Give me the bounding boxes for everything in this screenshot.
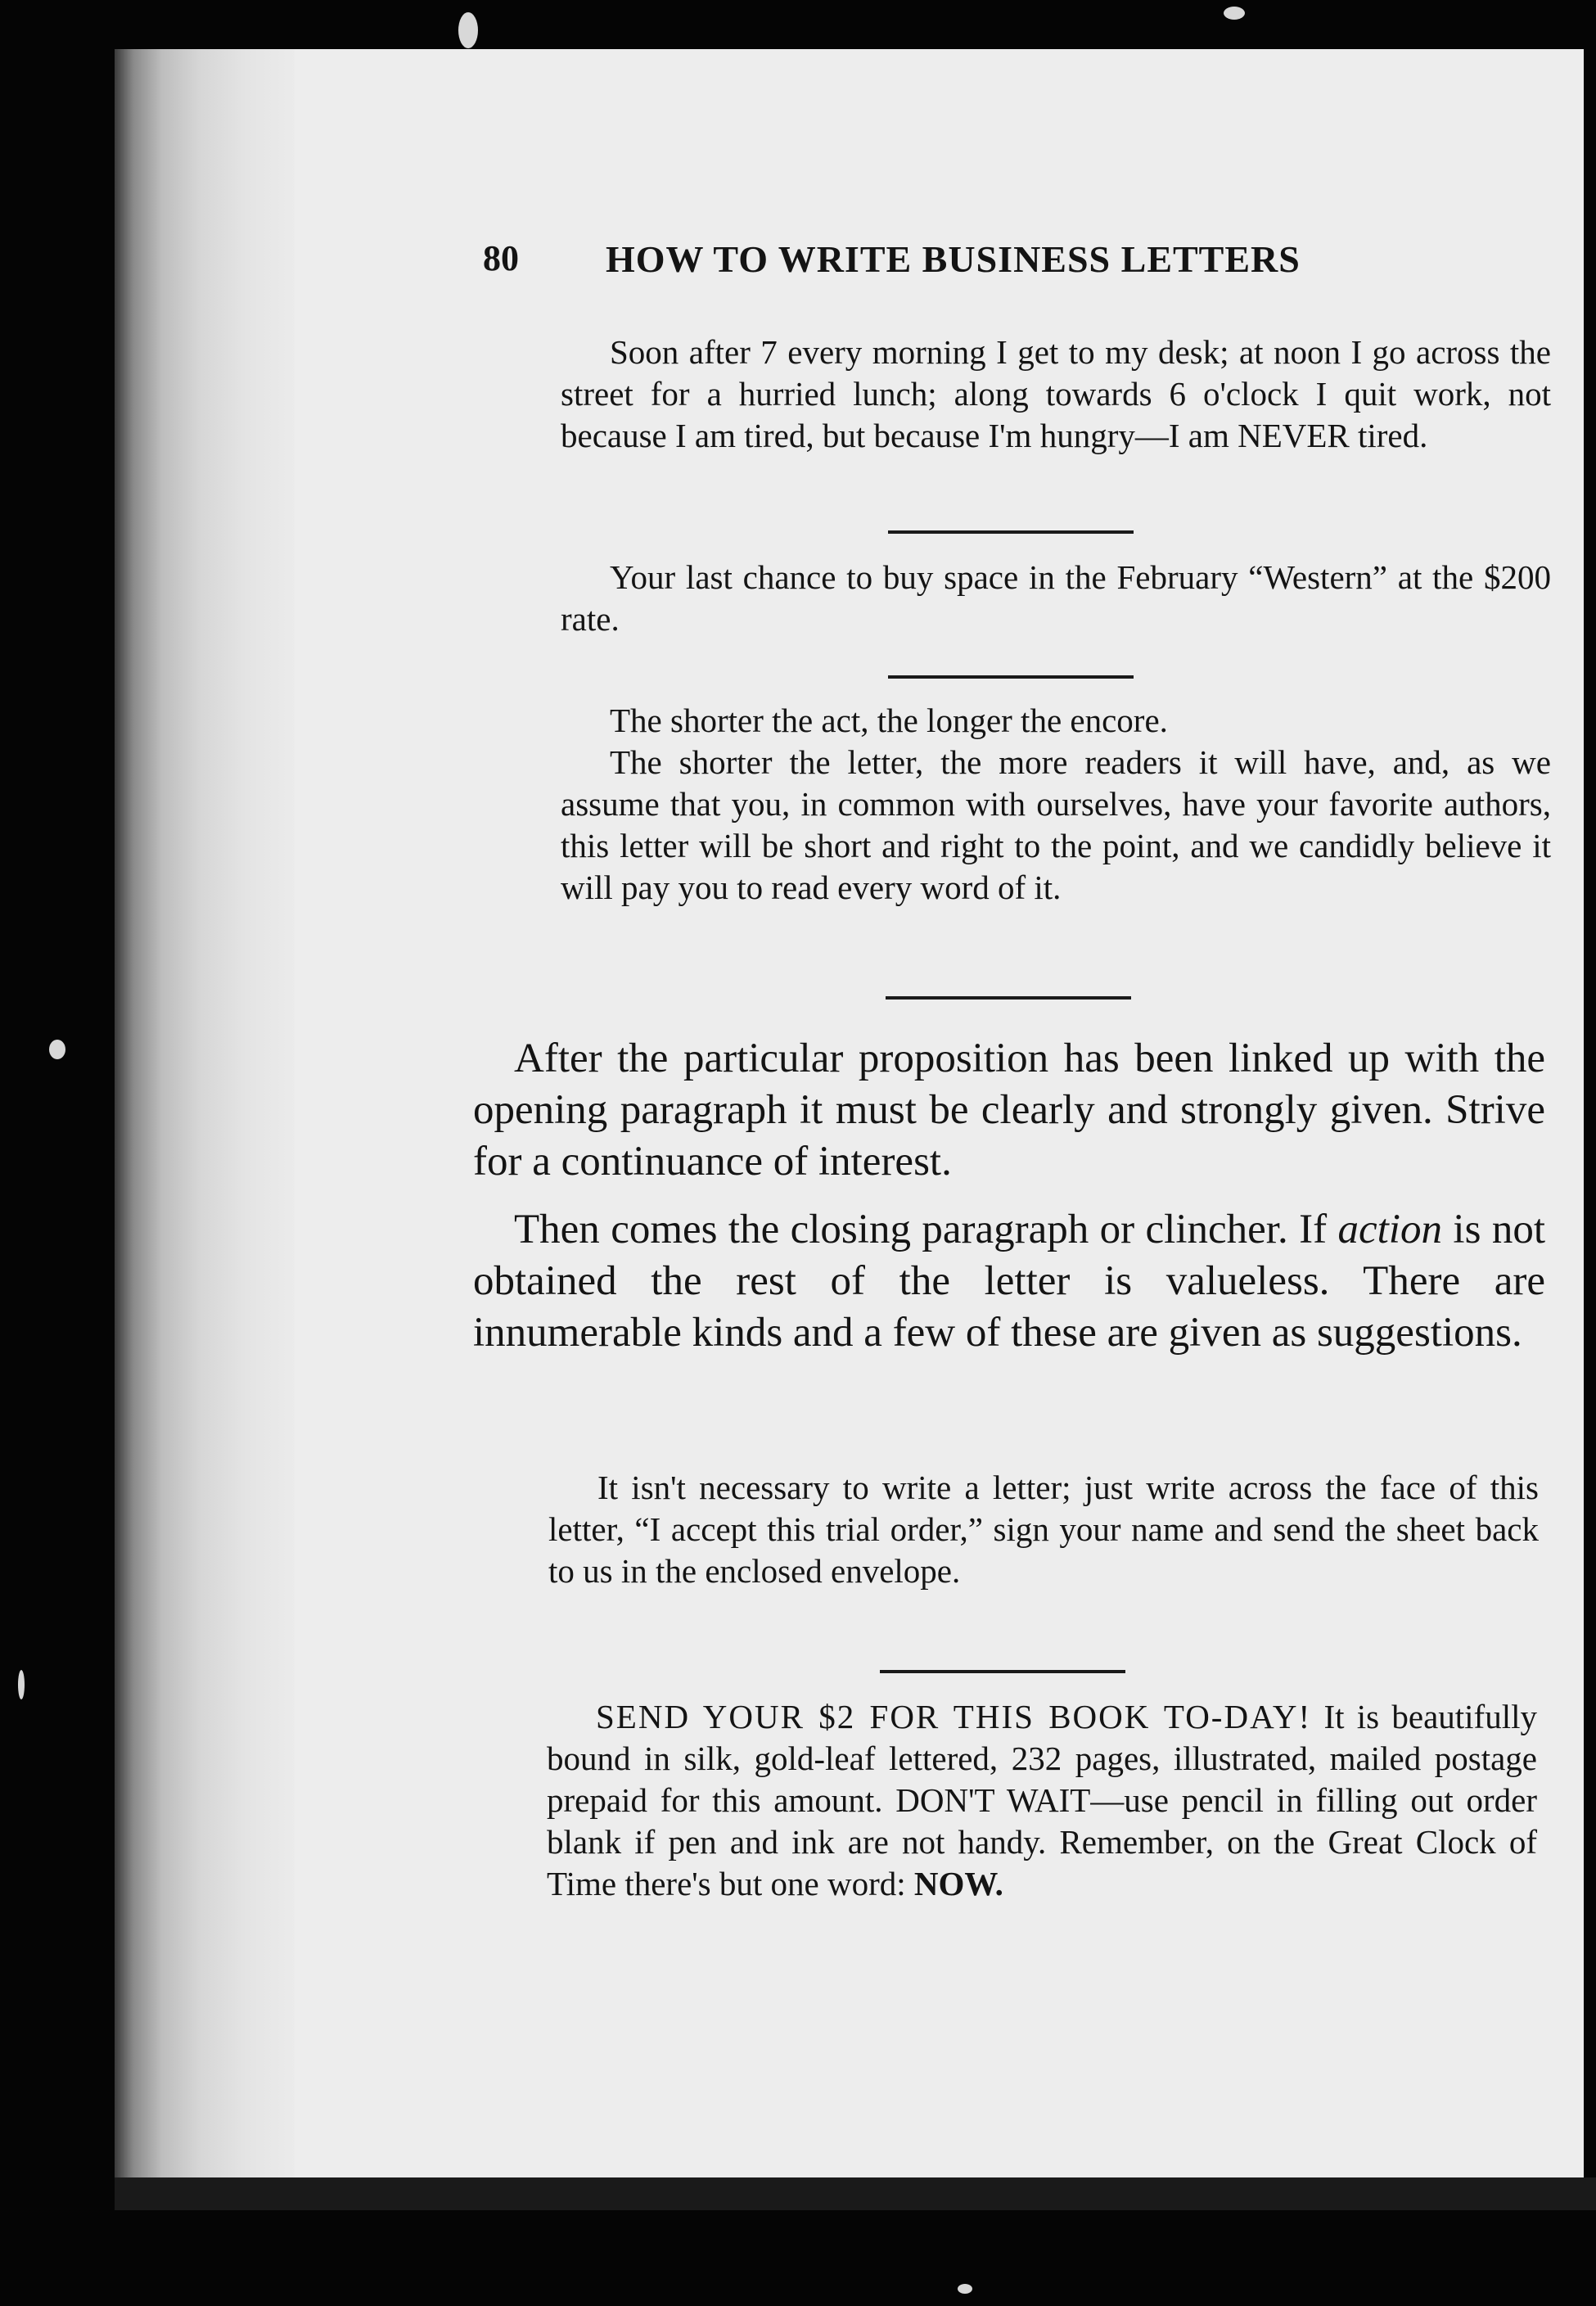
section-rule [888, 675, 1134, 679]
scan-speck [49, 1040, 65, 1059]
example-text: Soon after 7 every morning I get to my desk; at noon I go across the street for a hurried lunch; along towards 6 o'clock I quit work, not because I am tired, but because I'm hungry—I am NEVER tired. [561, 333, 1551, 454]
closer-text: It isn't necessary to write a letter; just write across the face of this letter, “I accept this trial order,” sign your name and send the sheet back to us in the enclosed envelope. [548, 1469, 1539, 1590]
closer-final-word: NOW. [913, 1865, 1003, 1902]
closer-body: It is beautifully bound in silk, gold-leaf lettered, 232 pages, illustrated, mailed postage prepaid for this amount. DON'T WAIT—use pencil in filling out order blank if pen and ink are not handy. Remember, on the Great Clock of Time there's but one word: [547, 1698, 1537, 1902]
example-quote-3 [561, 700, 1551, 909]
running-head: HOW TO WRITE BUSINESS LETTERS [606, 238, 1301, 280]
example-text: Your last chance to buy space in the February “Western” at the $200 rate. [561, 558, 1551, 638]
body-text [473, 1033, 1545, 1375]
example-quote-1 [561, 332, 1551, 457]
scan-speck [958, 2284, 972, 2294]
closer-example-2 [547, 1696, 1537, 1905]
page-bottom-shadow [115, 2177, 1596, 2210]
emphasis: action [1337, 1207, 1442, 1252]
example-quote-2 [561, 557, 1551, 640]
body-text-span: is not obtained the rest of the letter is valueless. There are innumerable kinds and a few of these are given as suggestions. [473, 1207, 1545, 1356]
example-text: The shorter the letter, the more readers it will have, and, as we assume that you, in common with ourselves, have your favorite authors, this letter will be short and right to the point, and we candidly believe it will pay you to read every word of it. [561, 743, 1551, 906]
section-rule [886, 996, 1131, 1000]
body-paragraph: After the particular proposition has been linked up with the opening paragraph it must be clearly and strongly given. Strive for a continuance of interest. [473, 1036, 1545, 1185]
page-number: 80 [483, 238, 519, 278]
scan-speck [458, 12, 478, 48]
page-edges [115, 49, 303, 2210]
section-rule [888, 530, 1134, 534]
scan-speck [18, 1670, 25, 1699]
closer-example-1 [548, 1467, 1539, 1592]
closer-headline: SEND YOUR $2 FOR THIS BOOK TO-DAY! [596, 1698, 1312, 1735]
body-text-span: Then comes the closing paragraph or clincher. If [514, 1207, 1338, 1252]
example-line: The shorter the act, the longer the encore. [610, 702, 1168, 739]
section-rule [880, 1670, 1125, 1673]
closer-text [547, 1696, 1537, 1905]
page-header [483, 237, 1432, 295]
body-paragraph [473, 1204, 1545, 1359]
scan-speck [1224, 7, 1245, 20]
